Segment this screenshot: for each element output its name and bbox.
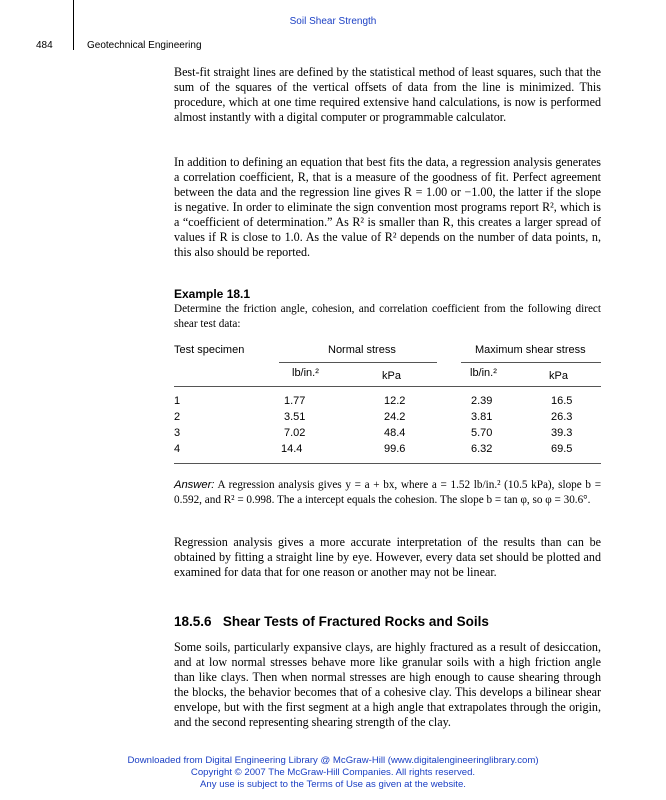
cell-shear-lb: 3.81: [471, 411, 493, 423]
cell-shear-lb: 6.32: [471, 443, 493, 455]
unit-normal-kpa: kPa: [382, 370, 401, 382]
unit-shear-lbin: lb/in.²: [470, 367, 497, 379]
answer-text: A regression analysis gives y = a + bx, where a = 1.52 lb/in.² (10.5 kPa), slope b = 0.592, and R² = 0.998. The a intercept equals the cohesion. The slope b = tan φ, so φ = 30.6°.: [174, 479, 602, 506]
cell-normal-kpa: 12.2: [384, 395, 406, 407]
shear-stress-rule: [461, 362, 601, 363]
header-divider: [73, 0, 74, 50]
footer-terms: Any use is subject to the Terms of Use as given at the website.: [200, 779, 466, 790]
regression-paragraph: In addition to defining an equation that best fits the data, a regression analysis generates a correlation coefficient, R, that is a measure of the goodness of fit. Perfect agreement between the data and the regression line gives R = 1.00 or −1.00, the latter if the slope is negative. In order to eliminate the sign convention most programs report R², which is a “coefficient of determination.” As R² is smaller than R, this creates a larger spread of values if R is close to 1.0. As the value of R² depends on the number of data points, n, this also should be reported.: [174, 155, 601, 259]
table-bottom-rule: [174, 463, 601, 464]
book-title: Geotechnical Engineering: [87, 40, 202, 51]
cell-normal-kpa: 24.2: [384, 411, 406, 423]
cell-shear-kpa: 16.5: [551, 395, 573, 407]
unit-normal-lbin: lb/in.²: [292, 367, 319, 379]
answer-block: [174, 478, 601, 508]
cell-normal-lb: 1.77: [284, 395, 306, 407]
example-description: Determine the friction angle, cohesion, and correlation coefficient from the following direct shear test data:: [174, 303, 601, 330]
footer-download-link[interactable]: Downloaded from Digital Engineering Library @ McGraw-Hill (www.digitalengineeringlibrary.com): [127, 755, 539, 766]
cell-specimen: 1: [174, 395, 181, 407]
col-header-specimen: Test specimen: [174, 344, 245, 356]
cell-shear-lb: 2.39: [471, 395, 493, 407]
cell-specimen: 3: [174, 427, 181, 439]
page-number: 484: [36, 40, 53, 51]
cell-normal-lb: 3.51: [284, 411, 306, 423]
example-title: Example 18.1: [174, 287, 251, 301]
cell-specimen: 4: [174, 443, 181, 455]
cell-shear-lb: 5.70: [471, 427, 493, 439]
section-heading: [174, 614, 489, 629]
cell-shear-kpa: 69.5: [551, 443, 573, 455]
cell-normal-lb: 7.02: [284, 427, 306, 439]
cell-normal-kpa: 99.6: [384, 443, 406, 455]
normal-stress-rule: [279, 362, 437, 363]
cell-shear-kpa: 26.3: [551, 411, 573, 423]
cell-normal-kpa: 48.4: [384, 427, 406, 439]
fractured-soils-paragraph: Some soils, particularly expansive clays, are highly fractured as a result of desiccation, and at low normal stresses behave more like granular soils with a high friction angle than like clays. Then when normal stresses are high enough to cause shearing through the blocks, the behavior becomes that of a cohesive clay. This develops a bilinear shear envelope, but with the first segment at a high angle that extrapolates through the origin, and the second representing shearing strength of the clay.: [174, 640, 601, 729]
cell-normal-lb: 14.4: [281, 443, 303, 455]
section-number: 18.5.6: [174, 614, 212, 629]
footer-copyright: Copyright © 2007 The McGraw-Hill Companies. All rights reserved.: [190, 767, 476, 778]
running-header: Soil Shear Strength: [289, 16, 377, 27]
section-title: Shear Tests of Fractured Rocks and Soils: [222, 614, 489, 629]
col-header-normal-stress: Normal stress: [328, 344, 396, 356]
answer-label: Answer:: [174, 479, 215, 491]
col-header-max-shear-stress: Maximum shear stress: [475, 344, 586, 356]
header-bottom-rule: [174, 386, 601, 387]
cell-shear-kpa: 39.3: [551, 427, 573, 439]
unit-shear-kpa: kPa: [549, 370, 568, 382]
intro-paragraph: Best-fit straight lines are defined by the statistical method of least squares, such that the sum of the squares of the vertical offsets of data from the line is minimized. This procedure, which at one time required extensive hand calculations, is now is performed almost instantly with a digital computer or programmable calculator.: [174, 65, 601, 124]
cell-specimen: 2: [174, 411, 181, 423]
eye-fit-paragraph: Regression analysis gives a more accurate interpretation of the results than can be obtained by fitting a straight line by eye. However, every data set should be plotted and examined for data that for one reason or another may not be linear.: [174, 535, 601, 579]
